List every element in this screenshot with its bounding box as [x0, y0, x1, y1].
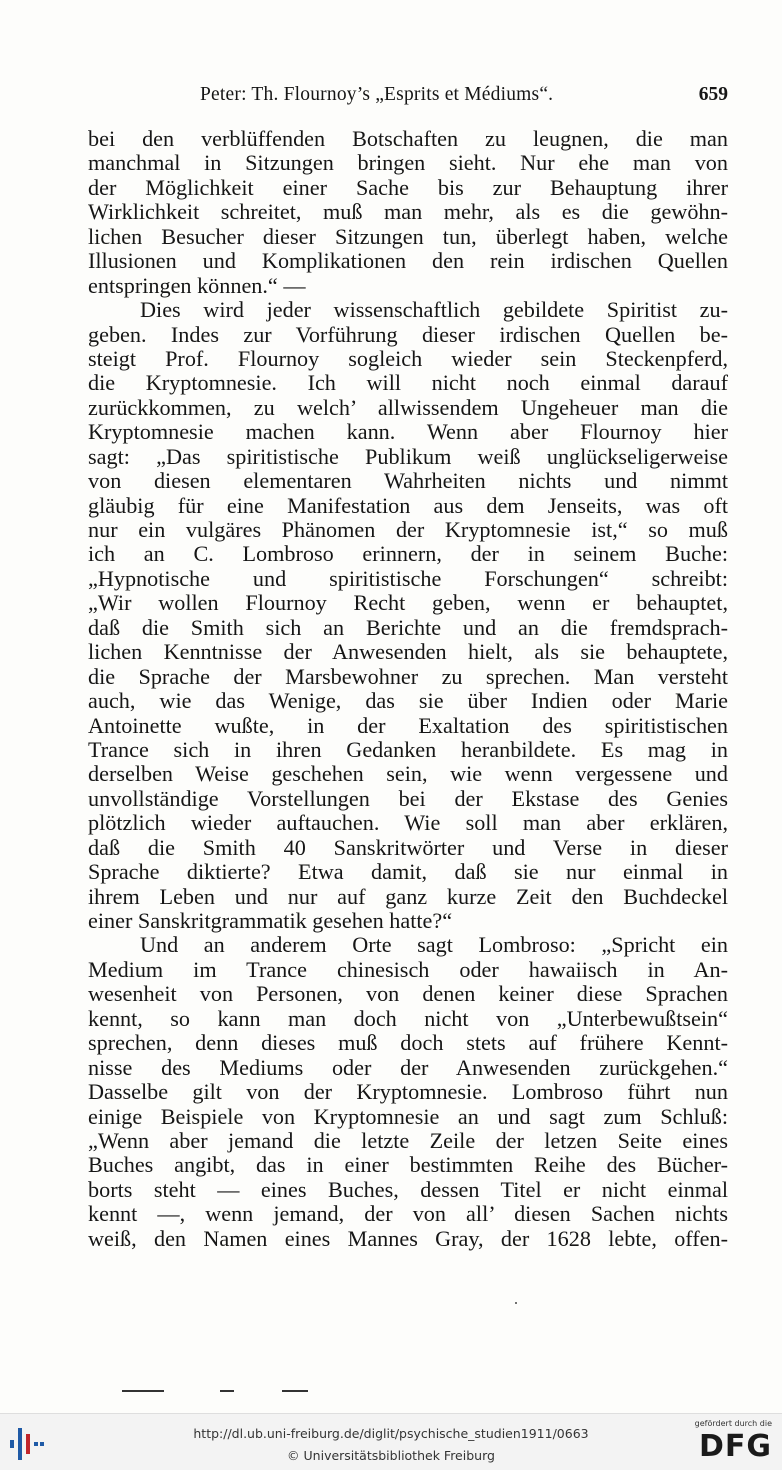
page-number: 659 — [698, 84, 728, 105]
text-line: kennt —, wenn jemand, der von all’ diesen Sachen nichts — [88, 1201, 728, 1227]
text-line: Dasselbe gilt von der Kryptomnesie. Lombroso führt nun — [88, 1079, 728, 1105]
text-line: „Wir wollen Flournoy Recht geben, wenn er behauptet, — [88, 590, 728, 616]
body-text — [88, 127, 728, 1251]
text-line: gläubig für eine Manifestation aus dem Jenseits, was oft — [88, 492, 728, 518]
copyright-notice: © Universitätsbibliothek Freiburg — [287, 1448, 495, 1463]
text-line: wesenheit von Personen, von denen keiner diese Sprachen — [88, 981, 728, 1007]
text-line: sprechen, denn dieses muß doch stets auf frühere Kennt- — [88, 1030, 728, 1056]
running-header — [88, 84, 728, 110]
text-line: manchmal in Sitzungen bringen sieht. Nur ehe man von — [88, 150, 728, 176]
text-line: „Wenn aber jemand die letzte Zeile der letzen Seite eines — [88, 1127, 728, 1153]
text-line: lichen Besucher dieser Sitzungen tun, überlegt haben, welche — [88, 223, 728, 249]
text-line: Dies wird jeder wissenschaftlich gebildete Spiritist zu- — [140, 297, 728, 323]
text-line: Wirklichkeit schreitet, muß man mehr, als es die gewöhn- — [88, 199, 728, 225]
text-line: nur ein vulgäres Phänomen der Kryptomnesie ist,“ so muß — [88, 517, 728, 542]
footnote-rules — [122, 1390, 322, 1394]
text-line: weiß, den Namen eines Mannes Gray, der 1628 lebte, offen- — [88, 1225, 728, 1251]
text-line: unvollständige Vorstellungen bei der Ekstase des Genies — [88, 785, 728, 811]
text-line: derselben Weise geschehen sein, wie wenn vergessene und — [88, 761, 728, 787]
text-line: die Kryptomnesie. Ich will nicht noch einmal darauf — [88, 370, 728, 396]
text-line: von diesen elementaren Wahrheiten nichts und nimmt — [88, 468, 728, 494]
text-line: Buches angibt, das in einer bestimmten Reihe des Bücher- — [88, 1152, 728, 1178]
text-line: kennt, so kann man doch nicht von „Unterbewußtsein“ — [88, 1005, 728, 1031]
text-line: daß die Smith sich an Berichte und an die fremdsprach- — [88, 614, 728, 640]
source-url-link[interactable]: http://dl.ub.uni-freiburg.de/diglit/psychische_studien1911/0663 — [193, 1426, 589, 1441]
text-line: geben. Indes zur Vorführung dieser irdischen Quellen be- — [88, 321, 728, 347]
text-line: einige Beispiele von Kryptomnesie an und sagt zum Schluß: — [88, 1103, 728, 1129]
text-line: einer Sanskritgrammatik gesehen hatte?“ — [88, 908, 453, 933]
text-line: daß die Smith 40 Sanskritwörter und Verse in dieser — [88, 834, 728, 860]
text-line: Trance sich in ihren Gedanken heranbildete. Es mag in — [88, 736, 728, 762]
text-line: ihrem Leben und nur auf ganz kurze Zeit den Buchdeckel — [88, 883, 728, 909]
text-line: nisse des Mediums oder der Anwesenden zurückgehen.“ — [88, 1054, 728, 1080]
text-line: Sprache diktierte? Etwa damit, daß sie nur einmal in — [88, 859, 728, 885]
text-line: borts steht — eines Buches, dessen Titel er nicht einmal — [88, 1176, 728, 1202]
running-title: Peter: Th. Flournoy’s „Esprits et Médiums“. — [200, 84, 554, 105]
footnote-rule — [122, 1390, 164, 1392]
text-line: der Möglichkeit einer Sache bis zur Behauptung ihrer — [88, 174, 728, 200]
text-line: plötzlich wieder auftauchen. Wie soll man aber erklären, — [88, 810, 728, 836]
text-line: auch, wie das Wenige, das sie über Indien oder Marie — [88, 688, 728, 714]
text-line: Kryptomnesie machen kann. Wenn aber Flournoy hier — [88, 419, 728, 445]
text-line: bei den verblüffenden Botschaften zu leugnen, die man — [88, 126, 728, 151]
text-line: Illusionen und Komplikationen den rein irdischen Quellen — [88, 248, 728, 274]
text-line: steigt Prof. Flournoy sogleich wieder sein Steckenpferd, — [88, 345, 728, 371]
footnote-rule — [220, 1390, 234, 1392]
footnote-rule — [282, 1390, 308, 1392]
dfg-logo: DFG — [698, 1429, 772, 1464]
text-line: Antoinette wußte, in der Exaltation des spiritistischen — [88, 712, 728, 738]
viewer-footer — [0, 1413, 782, 1470]
text-line: Medium im Trance chinesisch oder hawaiisch in An- — [88, 956, 728, 982]
text-line: die Sprache der Marsbewohner zu sprechen. Man versteht — [88, 663, 728, 689]
text-line: lichen Kenntnisse der Anwesenden hielt, als sie behauptete, — [88, 639, 728, 665]
text-line: „Hypnotische und spiritistische Forschungen“ schreibt: — [88, 565, 728, 591]
text-line: entspringen können.“ — — [88, 272, 306, 298]
text-line: zurückkommen, zu welch’ allwissendem Ungeheuer man die — [88, 394, 728, 420]
text-line: Und an anderem Orte sagt Lombroso: „Spricht ein — [140, 932, 728, 958]
text-line: ich an C. Lombroso erinnern, der in seinem Buche: — [88, 541, 728, 567]
print-speck — [515, 1302, 517, 1304]
dfg-caption: gefördert durch die — [694, 1419, 772, 1428]
text-line: sagt: „Das spiritistische Publikum weiß unglückseligerweise — [88, 443, 728, 469]
